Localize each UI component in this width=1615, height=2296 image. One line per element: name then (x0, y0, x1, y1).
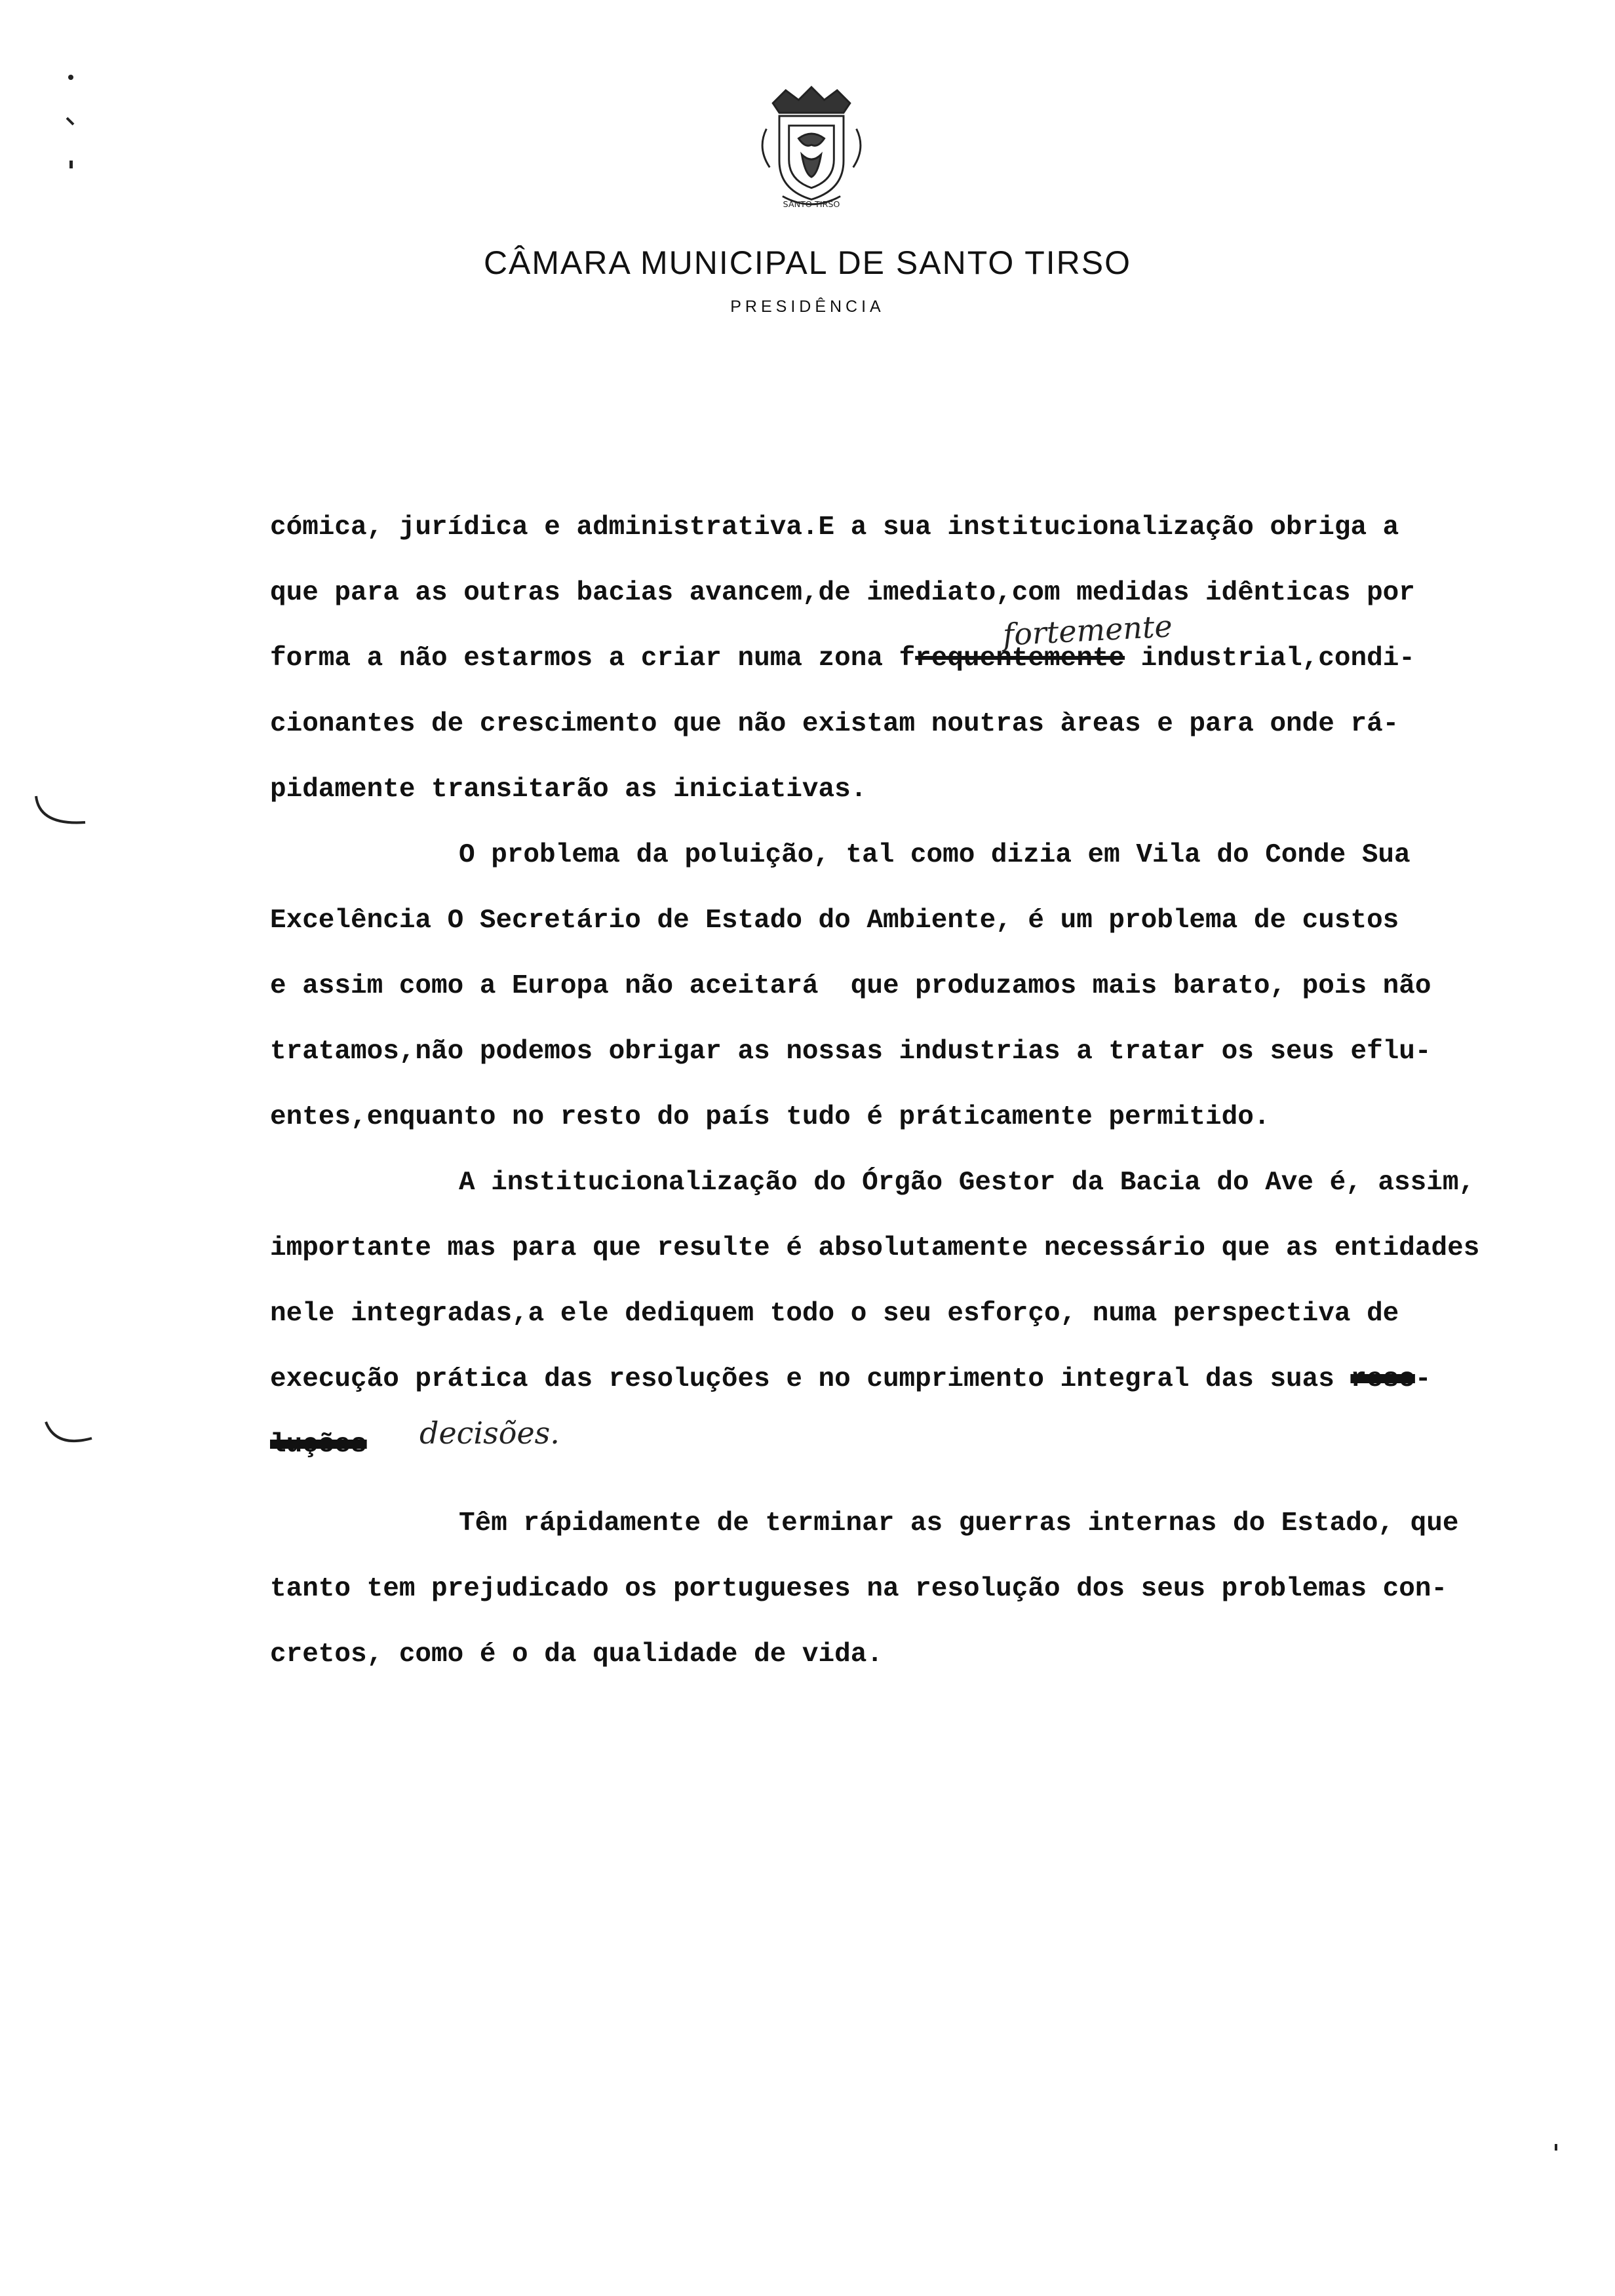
body-line (270, 642, 1555, 675)
body-text: industrial,condi- (1125, 643, 1415, 674)
struck-word: reso (1350, 1364, 1415, 1394)
body-line: e assim como a Europa não aceitará que produzamos mais barato, pois não (270, 971, 1431, 1001)
body-line (270, 1363, 1555, 1396)
margin-mark-icon (33, 793, 92, 832)
body-line: O problema da poluição, tal como dizia em Vila do Conde Sua (459, 840, 1411, 870)
body-line: Excelência O Secretário de Estado do Ambiente, é um problema de custos (270, 906, 1399, 936)
body-line: que para as outras bacias avancem,de imediato,com medidas idênticas por (270, 578, 1415, 608)
body-line: importante mas para que resulte é absolutamente necessário que as entidades (270, 1233, 1480, 1263)
body-line: nele integradas,a ele dediquem todo o seu esforço, numa perspectiva de (270, 1299, 1399, 1329)
body-line: entes,enquanto no resto do país tudo é práticamente permitido. (270, 1102, 1270, 1132)
body-line: tratamos,não podemos obrigar as nossas industrias a tratar os seus eflu- (270, 1037, 1431, 1067)
organization-name: CÂMARA MUNICIPAL DE SANTO TIRSO (483, 244, 1132, 281)
body-text: execução prática das resoluções e no cumprimento integral das suas (270, 1364, 1351, 1394)
body-line: cionantes de crescimento que não existam noutras àreas e para onde rá- (270, 709, 1399, 739)
handwritten-correction: fortemente (1002, 608, 1173, 653)
margin-mark-icon (43, 1419, 102, 1451)
body-text: - (1414, 1364, 1431, 1394)
body-line: Têm rápidamente de terminar as guerras internas do Estado, que (459, 1508, 1459, 1539)
struck-word: luções (270, 1430, 367, 1460)
body-line: A institucionalização do Órgão Gestor da Bacia do Ave é, assim, (459, 1168, 1475, 1198)
department-name: PRESIDÊNCIA (730, 297, 885, 316)
municipal-crest-icon (747, 84, 876, 212)
punch-mark-icon (1553, 2143, 1560, 2156)
body-line: cómica, jurídica e administrativa.E a sua institucionalização obriga a (270, 512, 1399, 543)
body-text: forma a não estarmos a criar numa zona f (270, 643, 916, 674)
svg-text:SANTO TIRSO: SANTO TIRSO (783, 200, 840, 210)
struck-word: requentemente (915, 643, 1125, 674)
body-line: cretos, como é o da qualidade de vida. (270, 1639, 883, 1670)
punch-mark-icon (66, 72, 79, 177)
body-line: pidamente transitarão as iniciativas. (270, 775, 867, 805)
handwritten-correction: decisões. (419, 1415, 560, 1451)
body-line: tanto tem prejudicado os portugueses na resolução dos seus problemas con- (270, 1574, 1448, 1604)
